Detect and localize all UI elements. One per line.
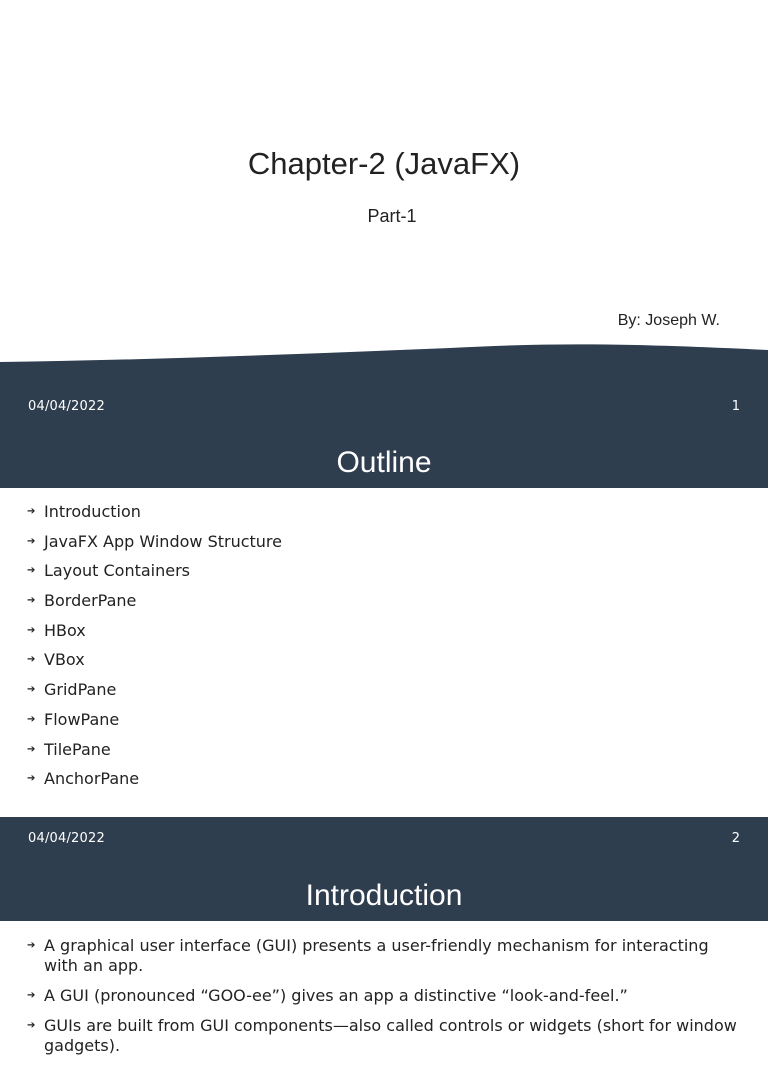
list-item-text: BorderPane <box>44 591 137 611</box>
list-item <box>0 650 768 680</box>
introduction-list <box>0 936 768 1066</box>
introduction-heading: Introduction <box>305 879 463 912</box>
list-item <box>0 710 768 740</box>
list-item <box>0 986 768 1006</box>
arrow-bullet-icon: ➔ <box>27 990 36 1001</box>
list-item-text: VBox <box>44 650 85 670</box>
outline-list <box>0 502 768 799</box>
arrow-bullet-icon: ➔ <box>27 1020 36 1031</box>
list-item-text: A GUI (pronounced “GOO-ee”) gives an app a distinctive “look-and-feel.” <box>44 986 628 1005</box>
list-item <box>0 936 768 976</box>
list-item-text: Layout Containers <box>44 561 190 581</box>
list-item-text: FlowPane <box>44 709 120 729</box>
slide-date: 04/04/2022 <box>28 831 105 846</box>
list-item-text: GUIs are built from GUI components—also called controls or widgets (short for window gadgets). <box>44 1016 737 1055</box>
list-item-text: JavaFX App Window Structure <box>44 531 282 551</box>
slide-1-footer-band <box>0 362 768 488</box>
list-item <box>0 502 768 532</box>
arrow-bullet-icon: ➔ <box>27 684 36 696</box>
arrow-bullet-icon: ➔ <box>27 654 36 666</box>
slide-2-footer-band <box>0 817 768 921</box>
arrow-bullet-icon: ➔ <box>27 506 36 517</box>
list-item-text: TilePane <box>44 739 111 759</box>
list-item-text: A graphical user interface (GUI) presents a user-friendly mechanism for interacting with an app. <box>44 936 709 975</box>
list-item <box>0 1016 768 1056</box>
arrow-bullet-icon: ➔ <box>27 940 36 951</box>
slide-date: 04/04/2022 <box>28 399 105 414</box>
arrow-bullet-icon: ➔ <box>27 565 36 577</box>
list-item <box>0 621 768 651</box>
presentation-subtitle: Part-1 <box>367 206 417 226</box>
list-item-text: Introduction <box>44 502 141 521</box>
list-item-text: GridPane <box>44 680 117 700</box>
arrow-bullet-icon: ➔ <box>27 713 36 725</box>
arrow-bullet-icon: ➔ <box>27 535 36 547</box>
author-credit: By: Joseph W. <box>617 312 720 329</box>
list-item <box>0 680 768 710</box>
arrow-bullet-icon: ➔ <box>27 624 36 636</box>
list-item <box>0 740 768 770</box>
arrow-bullet-icon: ➔ <box>27 595 36 607</box>
list-item <box>0 769 768 799</box>
list-item <box>0 591 768 621</box>
arrow-bullet-icon: ➔ <box>27 773 36 785</box>
list-item-text: AnchorPane <box>44 769 140 789</box>
list-item <box>0 532 768 562</box>
outline-heading: Outline <box>336 446 432 479</box>
list-item <box>0 561 768 591</box>
presentation-title: Chapter-2 (JavaFX) <box>247 146 521 181</box>
slide-page-number: 1 <box>731 399 740 414</box>
arrow-bullet-icon: ➔ <box>27 743 36 755</box>
list-item-text: HBox <box>44 620 86 640</box>
slide-page-number: 2 <box>731 831 740 846</box>
